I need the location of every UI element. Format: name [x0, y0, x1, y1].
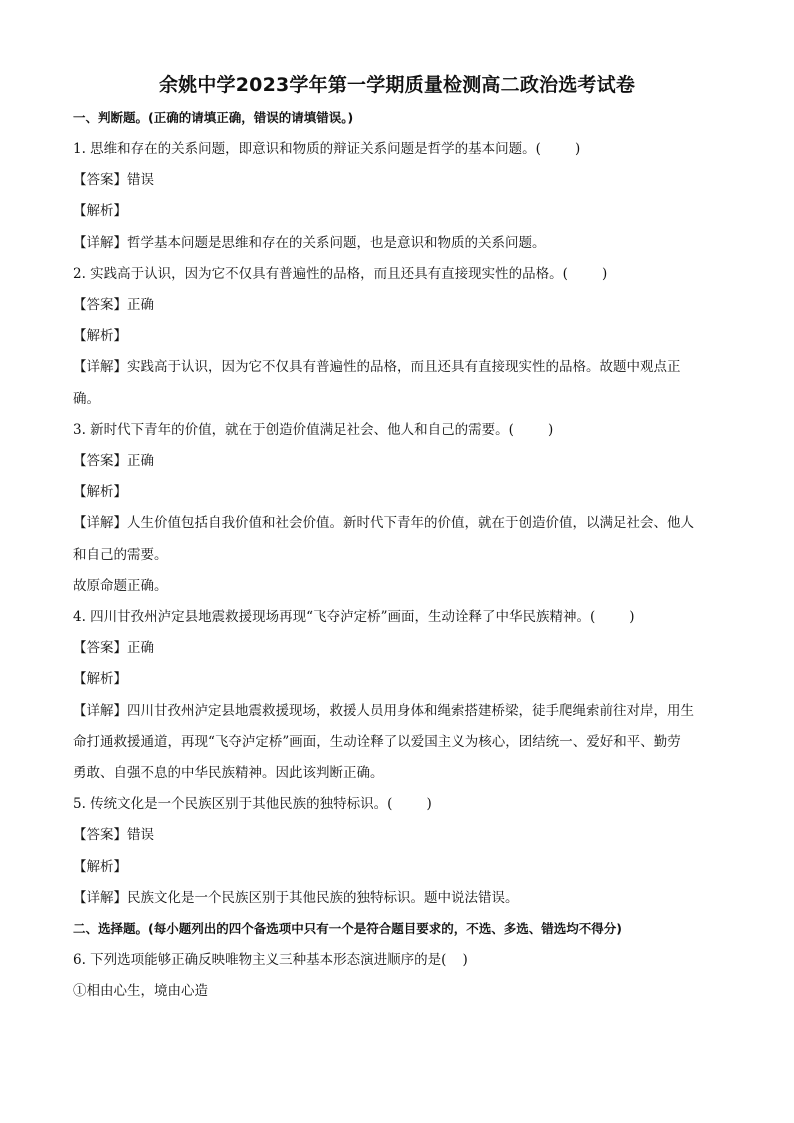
detail-line	[73, 352, 723, 383]
analysis-line	[73, 664, 723, 695]
answer-line	[73, 290, 723, 321]
analysis-tag: 【解析】	[73, 203, 127, 220]
question-text: 3. 新时代下青年的价值，就在于创造价值满足社会、他人和自己的需要。(	[73, 421, 514, 438]
analysis-tag: 【解析】	[73, 858, 127, 875]
question-5	[73, 789, 723, 820]
detail-text: 四川甘孜州泸定县地震救援现场，救援人员用身体和绳索搭建桥梁，徒手爬绳索前往对岸，用生	[127, 702, 694, 719]
detail-text: 哲学基本问题是思维和存在的关系问题，也是意识和物质的关系问题。	[127, 234, 546, 251]
section-heading-judgment: 一、判断题。(正确的请填正确，错误的请填错误。)	[73, 110, 354, 125]
analysis-tag: 【解析】	[73, 484, 127, 501]
question-2	[73, 259, 723, 290]
detail-tag: 【详解】	[73, 234, 127, 251]
answer-value: 正确	[127, 640, 154, 657]
detail-line	[73, 883, 723, 914]
answer-tag: 【答案】	[73, 453, 127, 470]
answer-value: 错误	[127, 172, 154, 189]
analysis-line	[73, 852, 723, 883]
answer-blank-close: )	[574, 141, 581, 157]
detail-text: 人生价值包括自我价值和社会价值。新时代下青年的价值，就在于创造价值，以满足社会、他人	[127, 515, 694, 532]
question-6	[73, 945, 723, 976]
detail-continuation: 确。	[73, 390, 100, 407]
analysis-line	[73, 196, 723, 227]
detail-continuation: 和自己的需要。	[73, 546, 168, 563]
detail-continuation: 命打通救援通道，再现“飞夺泸定桥”画面，生动诠释了以爱国主义为核心，团结统一、爱好和平、勤劳	[73, 733, 681, 750]
detail-text: 民族文化是一个民族区别于其他民族的独特标识。题中说法错误。	[127, 889, 519, 906]
question-3	[73, 415, 723, 446]
analysis-tag: 【解析】	[73, 671, 127, 688]
analysis-line	[73, 321, 723, 352]
detail-tag: 【详解】	[73, 702, 127, 719]
section-heading-choice: 二、选择题。(每小题列出的四个备选项中只有一个是符合题目要求的，不选、多选、错选均不得分)	[73, 921, 622, 937]
answer-tag: 【答案】	[73, 827, 127, 844]
answer-line	[73, 820, 723, 851]
question-text: 1. 思维和存在的关系问题，即意识和物质的辩证关系问题是哲学的基本问题。(	[73, 141, 541, 157]
answer-blank-close: )	[547, 421, 554, 438]
detail-tag: 【详解】	[73, 889, 127, 906]
answer-line	[73, 165, 723, 196]
answer-blank-close: )	[629, 609, 635, 626]
answer-tag: 【答案】	[73, 172, 127, 189]
detail-tag: 【详解】	[73, 515, 127, 532]
detail-line	[73, 228, 723, 259]
analysis-line	[73, 477, 723, 508]
detail-line	[73, 696, 723, 727]
answer-value: 错误	[127, 827, 154, 844]
option-1: ①相由心生，境由心造	[73, 983, 208, 1000]
question-text: 4. 四川甘孜州泸定县地震救援现场再现“飞夺泸定桥”画面，生动诠释了中华民族精神。(	[73, 609, 596, 626]
question-text: 2. 实践高于认识，因为它不仅具有普遍性的品格，而且还具有直接现实性的品格。(	[73, 265, 568, 282]
answer-line	[73, 446, 723, 477]
answer-blank-close: )	[601, 265, 608, 282]
answer-blank-close: )	[426, 796, 432, 813]
detail-tag: 【详解】	[73, 359, 127, 376]
answer-tag: 【答案】	[73, 640, 127, 657]
detail-line	[73, 508, 723, 539]
analysis-tag: 【解析】	[73, 328, 127, 345]
detail-continuation: 勇敢、自强不息的中华民族精神。因此该判断正确。	[73, 765, 384, 782]
answer-line	[73, 633, 723, 664]
detail-conclusion: 故原命题正确。	[73, 577, 168, 594]
answer-value: 正确	[127, 453, 154, 470]
question-text: 6. 下列选项能够正确反映唯物主义三种基本形态演进顺序的是(	[73, 952, 447, 969]
answer-blank-close: )	[462, 952, 468, 969]
question-1	[73, 134, 723, 165]
exam-content	[73, 105, 723, 1007]
answer-tag: 【答案】	[73, 297, 127, 314]
detail-text: 实践高于认识，因为它不仅具有普遍性的品格，而且还具有直接现实性的品格。故题中观点正	[127, 359, 681, 376]
question-4	[73, 602, 723, 633]
answer-value: 正确	[127, 297, 154, 314]
page-title: 余姚中学2023学年第一学期质量检测高二政治选考试卷	[158, 74, 636, 96]
question-text: 5. 传统文化是一个民族区别于其他民族的独特标识。(	[73, 796, 393, 813]
